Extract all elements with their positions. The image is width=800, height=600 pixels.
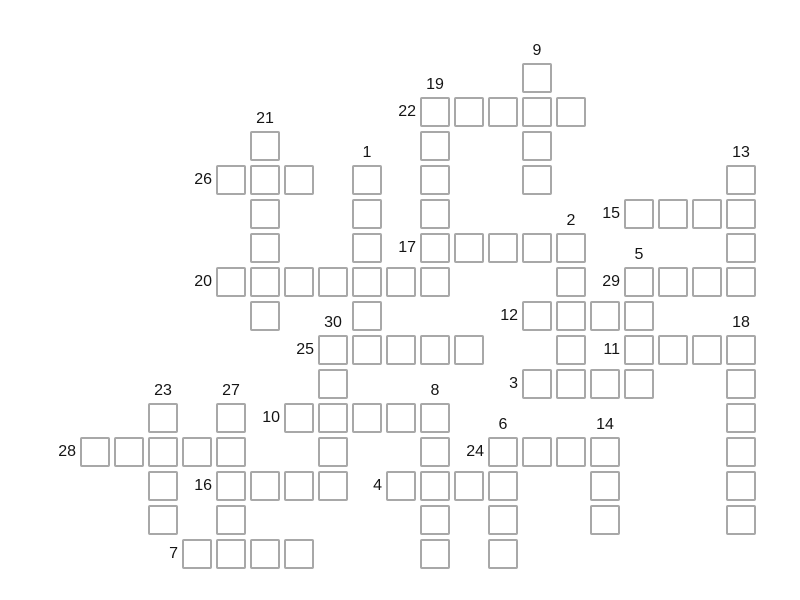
grid-cell[interactable] [250, 199, 280, 229]
grid-cell[interactable] [624, 267, 654, 297]
grid-cell[interactable] [658, 267, 688, 297]
grid-cell[interactable] [216, 471, 246, 501]
grid-cell[interactable] [692, 335, 722, 365]
grid-cell[interactable] [420, 539, 450, 569]
grid-cell[interactable] [420, 403, 450, 433]
grid-cell[interactable] [522, 369, 552, 399]
grid-cell[interactable] [522, 131, 552, 161]
clue-number-across: 4 [373, 477, 382, 494]
grid-cell[interactable] [658, 199, 688, 229]
clue-number-down: 30 [324, 314, 342, 331]
grid-cell[interactable] [250, 267, 280, 297]
grid-cell[interactable] [556, 97, 586, 127]
grid-cell[interactable] [352, 165, 382, 195]
grid-cell[interactable] [250, 471, 280, 501]
grid-cell[interactable] [726, 505, 756, 535]
grid-cell[interactable] [284, 471, 314, 501]
grid-cell[interactable] [386, 403, 416, 433]
clue-number-down: 21 [256, 110, 274, 127]
grid-cell[interactable] [556, 369, 586, 399]
clue-number-down: 18 [732, 314, 750, 331]
grid-cell[interactable] [216, 505, 246, 535]
grid-cell[interactable] [284, 165, 314, 195]
grid-cell[interactable] [352, 199, 382, 229]
clue-number-across: 7 [169, 545, 178, 562]
clue-number-down: 14 [596, 416, 614, 433]
grid-cell[interactable] [420, 267, 450, 297]
grid-cell[interactable] [488, 233, 518, 263]
clue-number-across: 10 [262, 409, 280, 426]
grid-cell[interactable] [624, 335, 654, 365]
grid-cell[interactable] [454, 335, 484, 365]
grid-cell[interactable] [590, 505, 620, 535]
grid-cell[interactable] [182, 539, 212, 569]
grid-cell[interactable] [216, 437, 246, 467]
grid-cell[interactable] [624, 199, 654, 229]
grid-cell[interactable] [590, 369, 620, 399]
grid-cell[interactable] [420, 505, 450, 535]
grid-cell[interactable] [556, 233, 586, 263]
clue-number-down: 19 [426, 76, 444, 93]
grid-cell[interactable] [522, 97, 552, 127]
grid-cell[interactable] [420, 165, 450, 195]
grid-cell[interactable] [386, 335, 416, 365]
grid-cell[interactable] [488, 539, 518, 569]
grid-cell[interactable] [352, 301, 382, 331]
grid-cell[interactable] [454, 97, 484, 127]
clue-number-across: 3 [509, 375, 518, 392]
clue-number-down: 23 [154, 382, 172, 399]
grid-cell[interactable] [318, 335, 348, 365]
grid-cell[interactable] [148, 505, 178, 535]
grid-cell[interactable] [624, 301, 654, 331]
grid-cell[interactable] [386, 267, 416, 297]
grid-cell[interactable] [726, 233, 756, 263]
clue-number-across: 26 [194, 171, 212, 188]
grid-cell[interactable] [148, 403, 178, 433]
clue-number-down: 1 [362, 144, 372, 161]
clue-number-down: 2 [566, 212, 576, 229]
grid-cell[interactable] [726, 165, 756, 195]
grid-cell[interactable] [726, 437, 756, 467]
clue-number-across: 12 [500, 307, 518, 324]
clue-number-across: 22 [398, 103, 416, 120]
grid-cell[interactable] [590, 471, 620, 501]
grid-cell[interactable] [420, 131, 450, 161]
grid-cell[interactable] [250, 131, 280, 161]
grid-cell[interactable] [318, 437, 348, 467]
grid-cell[interactable] [454, 471, 484, 501]
grid-cell[interactable] [352, 267, 382, 297]
grid-cell[interactable] [148, 437, 178, 467]
clue-number-down: 6 [498, 416, 508, 433]
grid-cell[interactable] [522, 301, 552, 331]
grid-cell[interactable] [624, 369, 654, 399]
grid-cell[interactable] [726, 471, 756, 501]
grid-cell[interactable] [318, 369, 348, 399]
grid-cell[interactable] [250, 165, 280, 195]
grid-cell[interactable] [250, 539, 280, 569]
grid-cell[interactable] [692, 199, 722, 229]
grid-cell[interactable] [284, 403, 314, 433]
grid-cell[interactable] [80, 437, 110, 467]
grid-cell[interactable] [556, 437, 586, 467]
grid-cell[interactable] [420, 471, 450, 501]
clue-number-down: 8 [430, 382, 440, 399]
grid-cell[interactable] [726, 403, 756, 433]
grid-cell[interactable] [284, 539, 314, 569]
grid-cell[interactable] [590, 301, 620, 331]
clue-number-across: 20 [194, 273, 212, 290]
grid-cell[interactable] [318, 267, 348, 297]
grid-cell[interactable] [692, 267, 722, 297]
clue-number-across: 28 [58, 443, 76, 460]
grid-cell[interactable] [726, 369, 756, 399]
grid-cell[interactable] [420, 233, 450, 263]
clue-number-across: 15 [602, 205, 620, 222]
clue-number-down: 5 [634, 246, 644, 263]
grid-cell[interactable] [386, 471, 416, 501]
grid-cell[interactable] [488, 505, 518, 535]
grid-cell[interactable] [182, 437, 212, 467]
grid-cell[interactable] [522, 437, 552, 467]
clue-number-down: 27 [222, 382, 240, 399]
grid-cell[interactable] [590, 437, 620, 467]
grid-cell[interactable] [522, 233, 552, 263]
grid-cell[interactable] [250, 233, 280, 263]
grid-cell[interactable] [216, 165, 246, 195]
grid-cell[interactable] [216, 539, 246, 569]
grid-cell[interactable] [284, 267, 314, 297]
clue-number-across: 16 [194, 477, 212, 494]
grid-cell[interactable] [420, 97, 450, 127]
grid-cell[interactable] [250, 301, 280, 331]
grid-cell[interactable] [420, 335, 450, 365]
grid-cell[interactable] [726, 335, 756, 365]
clue-number-across: 24 [466, 443, 484, 460]
grid-cell[interactable] [318, 403, 348, 433]
grid-cell[interactable] [726, 267, 756, 297]
grid-cell[interactable] [556, 301, 586, 331]
grid-cell[interactable] [522, 63, 552, 93]
grid-cell[interactable] [114, 437, 144, 467]
grid-cell[interactable] [420, 199, 450, 229]
clue-number-down: 13 [732, 144, 750, 161]
grid-cell[interactable] [352, 403, 382, 433]
grid-cell[interactable] [454, 233, 484, 263]
clue-number-across: 11 [603, 341, 620, 358]
grid-cell[interactable] [488, 97, 518, 127]
clue-number-across: 25 [296, 341, 314, 358]
grid-cell[interactable] [352, 335, 382, 365]
grid-cell[interactable] [488, 471, 518, 501]
grid-cell[interactable] [488, 437, 518, 467]
grid-cell[interactable] [658, 335, 688, 365]
grid-cell[interactable] [726, 199, 756, 229]
clue-number-across: 29 [602, 273, 620, 290]
clue-number-across: 17 [398, 239, 416, 256]
clue-number-down: 9 [532, 42, 542, 59]
grid-cell[interactable] [522, 165, 552, 195]
grid-cell[interactable] [216, 267, 246, 297]
